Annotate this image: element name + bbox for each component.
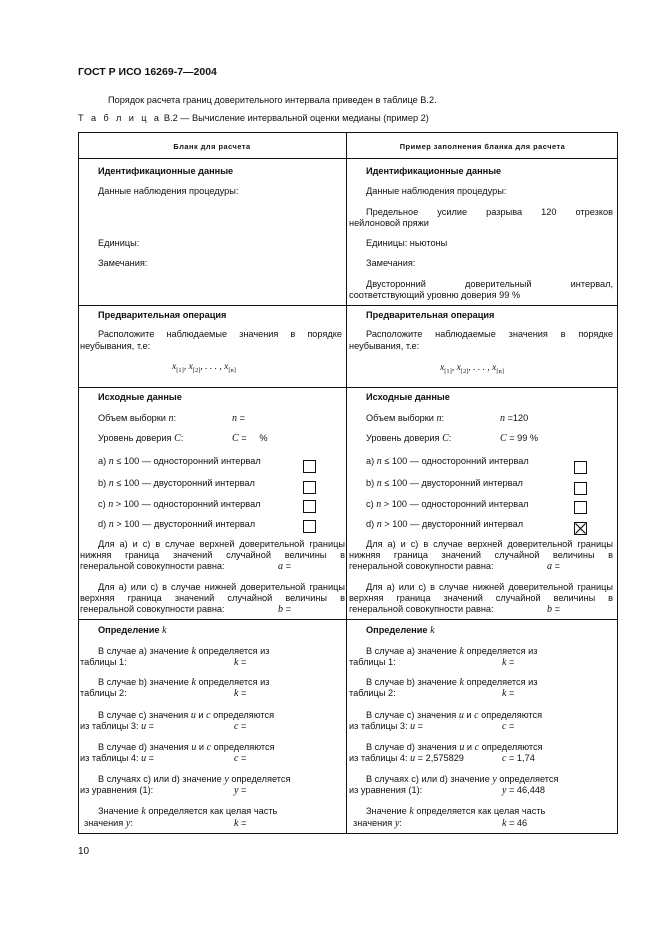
left-kint-value: k = [234, 818, 247, 829]
left-id-title: Идентификационные данные [98, 166, 234, 176]
right-units: Единицы: ньютоны [366, 238, 448, 248]
right-load-line1: Предельное усилие разрыва 120 отрезков [366, 207, 613, 217]
left-upper-line2: верхняя граница значений случайной величины в [80, 593, 345, 603]
table-caption [78, 113, 429, 123]
right-obs: Данные наблюдения процедуры: [366, 186, 507, 196]
right-kd-line2: из таблицы 4: u = 2,575829 [349, 753, 464, 764]
right-checkbox-c[interactable] [574, 501, 587, 514]
left-pre-title: Предварительная операция [98, 310, 227, 320]
left-kint-line2: значения y: [84, 818, 133, 829]
right-ka-value: k = [502, 657, 515, 668]
left-src-title: Исходные данные [98, 392, 182, 402]
left-ka-value: k = [234, 657, 247, 668]
right-kint-value: k = 46 [502, 818, 528, 829]
left-n-value: n = [232, 413, 245, 424]
right-order-formula: $x_{[1]}$, $x_{[2]}$, . . . , $x_{[n]}$ [440, 363, 504, 375]
right-kd-value: c = 1,74 [502, 753, 535, 764]
left-upper-line1: Для а) или с) в случае нижней доверительной границы [98, 582, 345, 592]
left-pre-line2: неубывания, т.е: [80, 341, 151, 351]
right-upper-value: b = [547, 604, 560, 615]
left-n-row: Объем выборки n: [98, 413, 177, 424]
left-kb-line1: В случае b) значение k определяется из [98, 677, 270, 688]
caption-label: Т а б л и ц а [78, 113, 162, 123]
right-kint-line1: Значение k определяется как целая часть [366, 806, 546, 817]
right-checkbox-a[interactable] [574, 461, 587, 474]
right-option-b: b) n ≤ 100 — двусторонний интервал [366, 478, 523, 489]
left-order-formula: $x_{[1]}$, $x_{[2]}$, . . . , $x_{[n]}$ [172, 362, 236, 374]
intro-text: Порядок расчета границ доверительного интервала приведен в таблице В.2. [108, 95, 437, 105]
left-lower-line1: Для а) и с) в случае верхней доверительной границы [98, 539, 345, 549]
right-lower-line3: генеральной совокупности равна: [349, 561, 494, 571]
section-rule [78, 387, 618, 388]
left-remarks: Замечания: [98, 258, 148, 268]
right-option-c: с) n > 100 — односторонний интервал [366, 499, 529, 510]
left-kb-value: k = [234, 688, 247, 699]
left-pre-line1: Расположите наблюдаемые значения в порядке [98, 329, 342, 339]
left-kd-line1: В случае d) значения u и c определяются [98, 742, 275, 753]
right-load-line2: нейлоновой пряжи [349, 218, 429, 228]
left-upper-value: b = [278, 604, 291, 615]
section-rule [78, 305, 618, 306]
column-header-left: Бланк для расчета [173, 142, 251, 151]
left-option-d: d) n > 100 — двусторонний интервал [98, 519, 256, 530]
right-upper-line2: верхняя граница значений случайной величины в [349, 593, 613, 603]
left-checkbox-a[interactable] [303, 460, 316, 473]
right-src-title: Исходные данные [366, 392, 450, 402]
right-checkbox-b[interactable] [574, 482, 587, 495]
right-kint-line2: значения y: [353, 818, 402, 829]
left-option-b: b) n ≤ 100 — двусторонний интервал [98, 478, 255, 489]
left-ka-line1: В случае а) значение k определяется из [98, 646, 270, 657]
column-divider [346, 132, 347, 834]
right-option-d: d) n > 100 — двусторонний интервал [366, 519, 524, 530]
left-ka-line2: таблицы 1: [80, 657, 127, 667]
column-header-right: Пример заполнения бланка для расчета [399, 142, 566, 151]
right-ky-value: y = 46,448 [502, 785, 546, 796]
right-pre-title: Предварительная операция [366, 310, 495, 320]
left-upper-line3: генеральной совокупности равна: [80, 604, 225, 614]
right-c-row: Уровень доверия C: [366, 433, 452, 444]
right-ka-line2: таблицы 1: [349, 657, 396, 667]
right-kb-line2: таблицы 2: [349, 688, 396, 698]
left-checkbox-d[interactable] [303, 520, 316, 533]
right-lower-line2: нижняя граница значений случайной величины в [349, 550, 613, 560]
left-def-title: Определение k [98, 625, 167, 636]
left-option-c: с) n > 100 — односторонний интервал [98, 499, 261, 510]
right-ka-line1: В случае а) значение k определяется из [366, 646, 538, 657]
left-kd-value: c = [234, 753, 247, 764]
left-kc-line2: из таблицы 3: u = [80, 721, 155, 732]
left-ky-value: y = [234, 785, 247, 796]
right-id-title: Идентификационные данные [366, 166, 502, 176]
left-c-row: Уровень доверия C: [98, 433, 184, 444]
left-obs: Данные наблюдения процедуры: [98, 186, 239, 196]
right-lower-line1: Для а) и с) в случае верхней доверительной границы [366, 539, 613, 549]
page-number: 10 [78, 846, 90, 857]
left-kc-value: c = [234, 721, 247, 732]
left-kd-line2: из таблицы 4: u = [80, 753, 155, 764]
left-units: Единицы: [98, 238, 140, 248]
left-kb-line2: таблицы 2: [80, 688, 127, 698]
right-kc-line2: из таблицы 3: u = [349, 721, 424, 732]
right-checkbox-d[interactable] [574, 522, 587, 535]
right-c-value: C = 99 % [500, 433, 539, 444]
right-kc-line1: В случае с) значения u и c определяются [366, 710, 543, 721]
right-interval-line1: Двусторонний доверительный интервал, [366, 279, 613, 289]
right-upper-line3: генеральной совокупности равна: [349, 604, 494, 614]
left-checkbox-c[interactable] [303, 500, 316, 513]
right-ky-line2: из уравнения (1): [349, 785, 423, 795]
left-checkbox-b[interactable] [303, 481, 316, 494]
right-remarks: Замечания: [366, 258, 416, 268]
left-c-value: C = % [232, 433, 268, 444]
right-def-title: Определение k [366, 625, 435, 636]
check-cross-icon [575, 523, 586, 534]
caption-text: В.2 — Вычисление интервальной оценки медианы (пример 2) [161, 113, 429, 123]
document-header: ГОСТ Р ИСО 16269-7—2004 [78, 66, 217, 78]
left-ky-line1: В случаях с) или d) значение y определяется [98, 774, 291, 785]
header-rule [78, 158, 618, 159]
right-interval-line2: соответствующий уровню доверия 99 % [349, 290, 521, 300]
right-pre-line2: неубывания, т.е: [349, 341, 420, 351]
right-pre-line1: Расположите наблюдаемые значения в порядке [366, 329, 613, 339]
left-lower-line2: нижняя граница значений случайной величины в [80, 550, 345, 560]
right-option-a: а) n ≤ 100 — односторонний интервал [366, 456, 529, 467]
right-n-row: Объем выборки n: [366, 413, 445, 424]
left-lower-line3: генеральной совокупности равна: [80, 561, 225, 571]
right-kd-line1: В случае d) значения u и c определяются [366, 742, 543, 753]
left-kc-line1: В случае с) значения u и c определяются [98, 710, 275, 721]
left-ky-line2: из уравнения (1): [80, 785, 154, 795]
right-n-value: n =120 [500, 413, 529, 424]
left-lower-value: a = [278, 561, 291, 572]
left-option-a: а) n ≤ 100 — односторонний интервал [98, 456, 261, 467]
right-ky-line1: В случаях с) или d) значение y определяется [366, 774, 559, 785]
section-rule [78, 619, 618, 620]
right-kc-value: c = [502, 721, 515, 732]
right-kb-value: k = [502, 688, 515, 699]
right-upper-line1: Для а) или с) в случае нижней доверительной границы [366, 582, 613, 592]
right-kb-line1: В случае b) значение k определяется из [366, 677, 538, 688]
right-lower-value: a = [547, 561, 560, 572]
left-kint-line1: Значение k определяется как целая часть [98, 806, 278, 817]
